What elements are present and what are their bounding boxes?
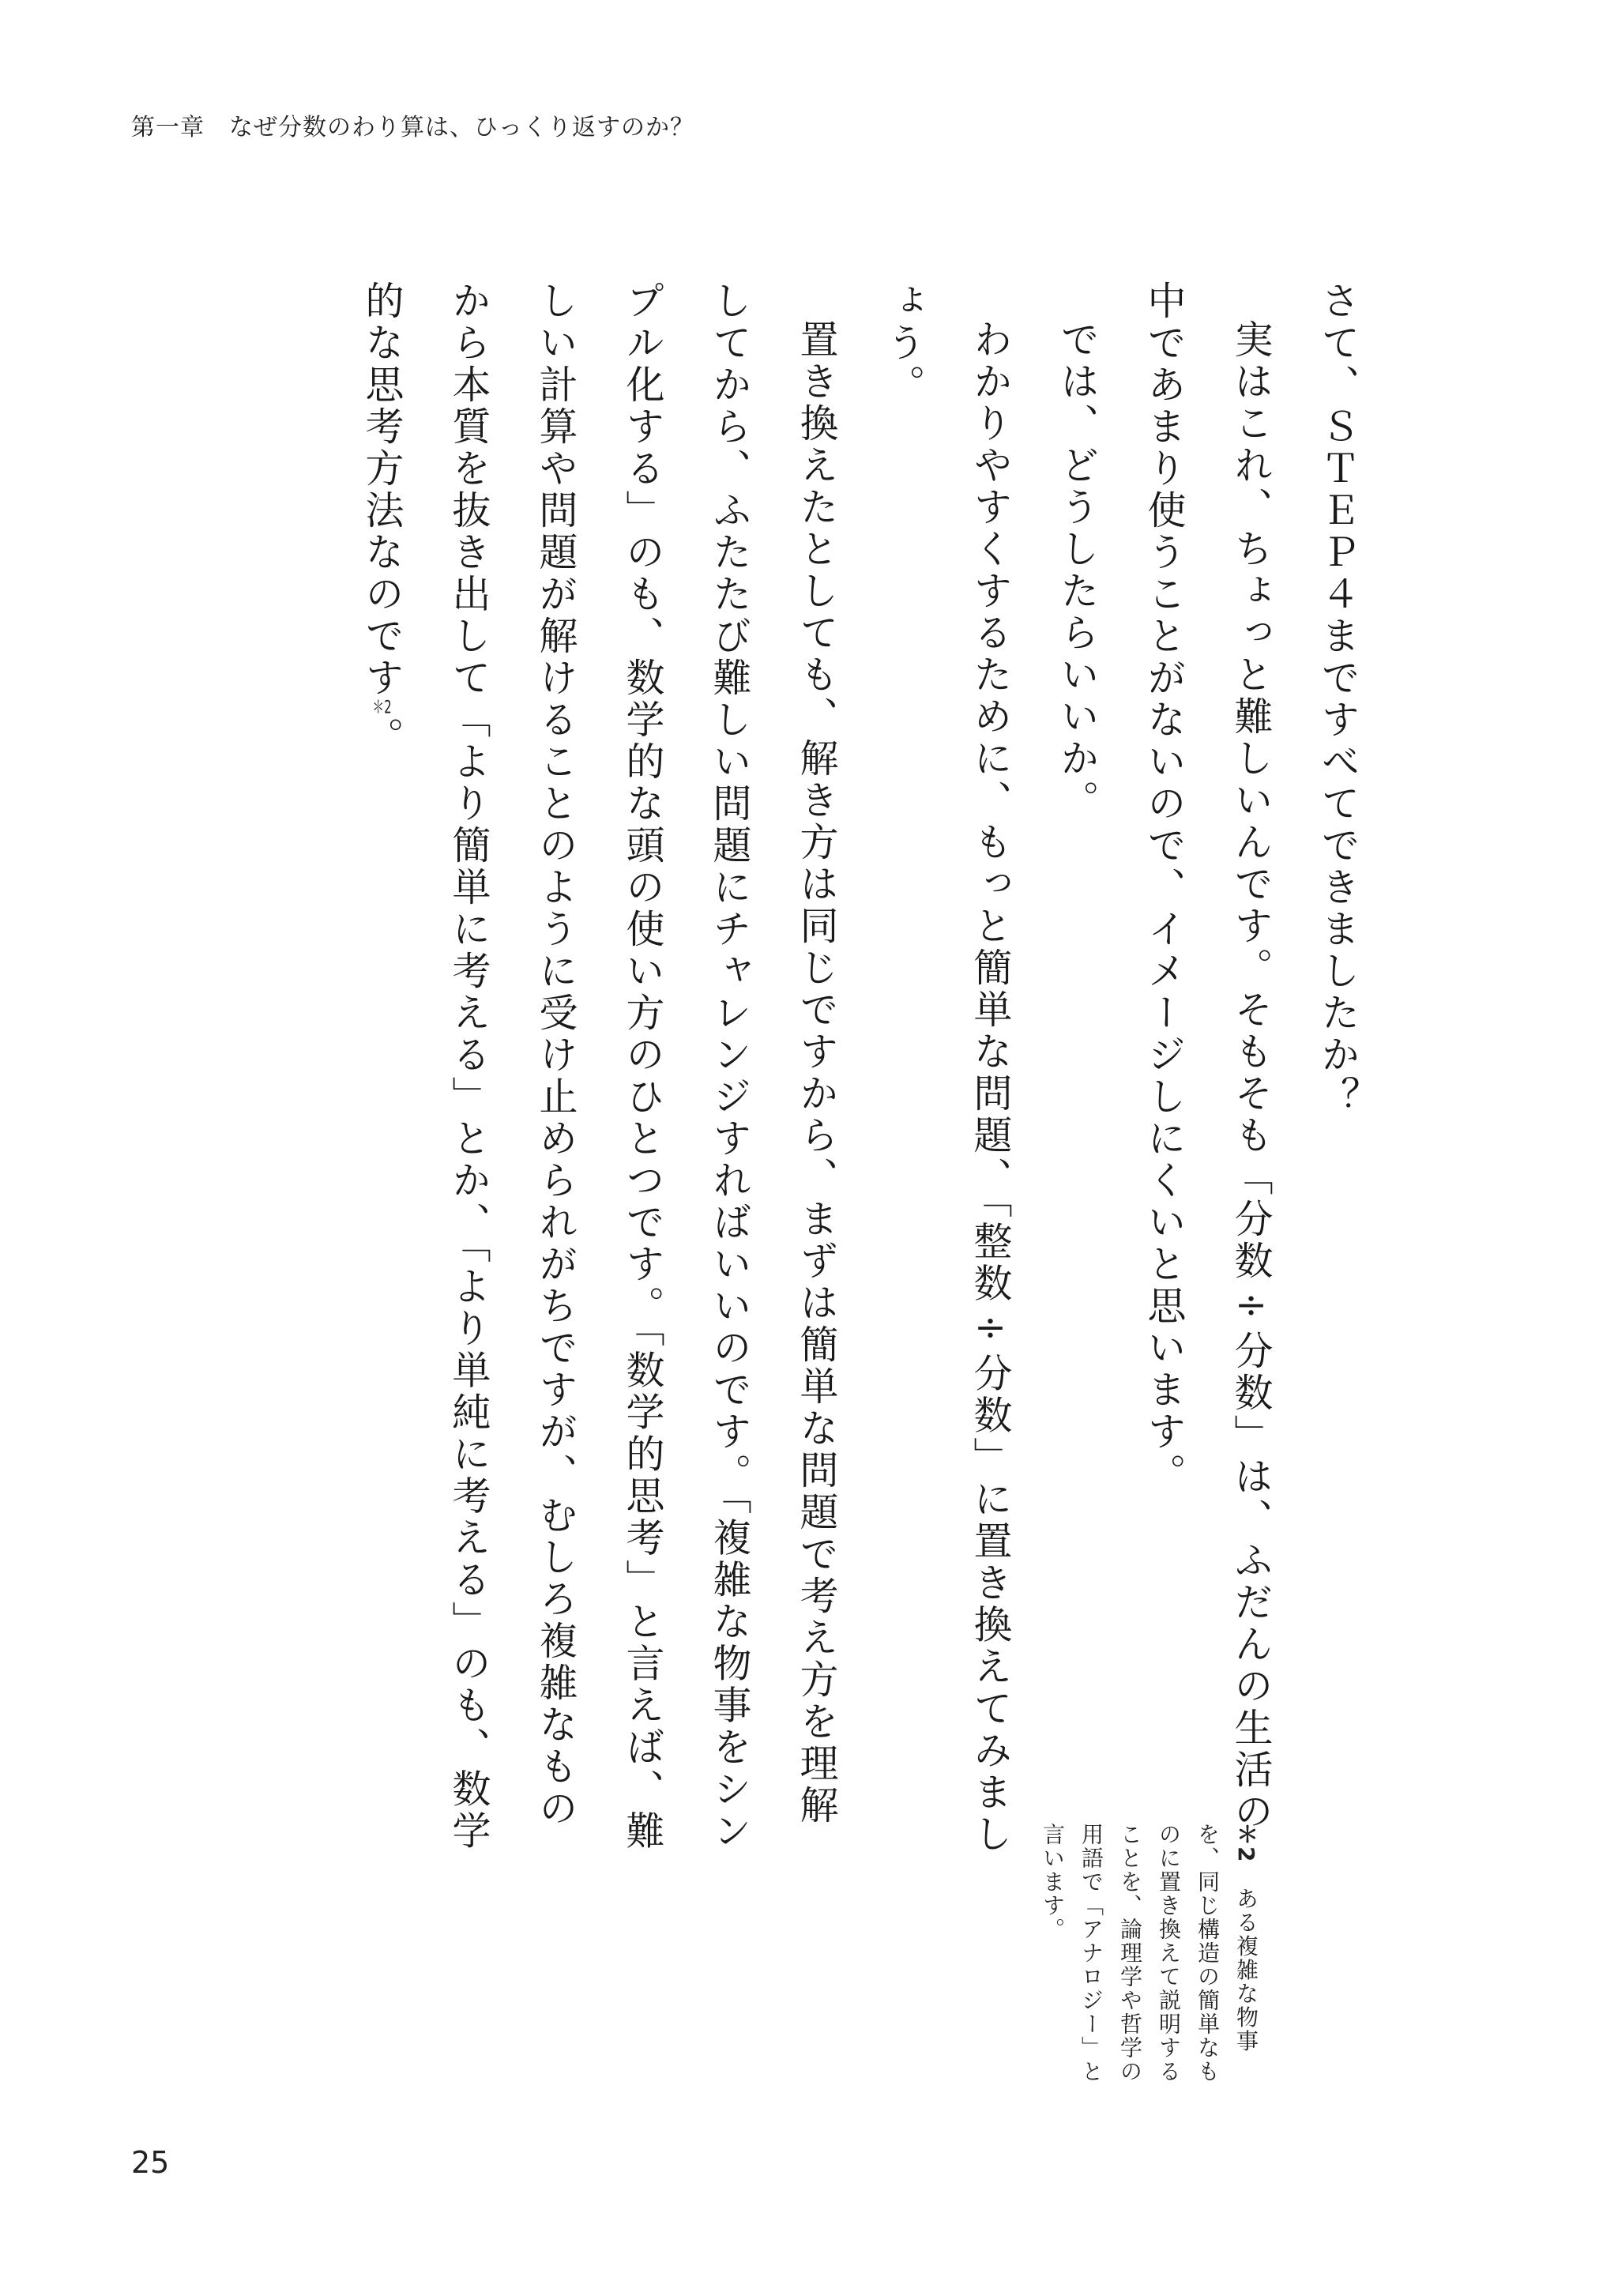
footnote-text: ある複雑な物事を、同じ構造の簡単なものに置き換えて説明することを、論理学や哲学の用語で「アナロジー」と言います。 <box>1040 1823 1259 2083</box>
paragraph-2: 実はこれ、ちょっと難しいんです。そもそも「分数÷分数」は、ふだんの生活の中であまり使うことがないので、イメージしにくいと思います。 <box>1142 280 1274 1833</box>
paragraph-4: わかりやすくするために、もっと簡単な問題、「整数÷分数」に置き換えてみましょう。 <box>881 280 1013 1856</box>
paragraph-1: さて、ＳＴＥＰ４まですべてできましたか？ <box>1315 280 1360 1118</box>
paragraph-5-text: 置き換えたとしても、解き方は同じですから、まずは簡単な問題で考え方を理解してから、ふたたび難しい問題にチャレンジすればいいのです。「複雑な物事をシンプル化する」のも、数学的な頭の使い方のひとつです。「数学的思考」と言えば、難しい計算や問題が解けることのように受け止められがちですが、むしろ複雑なものから本質を抜き出して「より簡単に考える」とか、「より単純に考える」のも、数学的な思考方法なのです <box>359 280 839 1853</box>
footnote-mark: ＊2 <box>1233 1823 1259 1864</box>
footnote <box>1033 1823 1266 2099</box>
page-number: 25 <box>131 2145 170 2180</box>
running-header: 第一章 なぜ分数のわり算は、ひっくり返すのか？ <box>131 114 694 141</box>
paragraph-3: では、どうしたらいいか。 <box>1055 319 1100 822</box>
footnote-reference[interactable]: ＊2 <box>372 699 392 717</box>
paragraph-5-tail: 。 <box>359 717 404 758</box>
body-text <box>338 280 1381 1864</box>
footnote-space <box>1233 1863 1259 1887</box>
paragraph-5 <box>338 280 860 1861</box>
